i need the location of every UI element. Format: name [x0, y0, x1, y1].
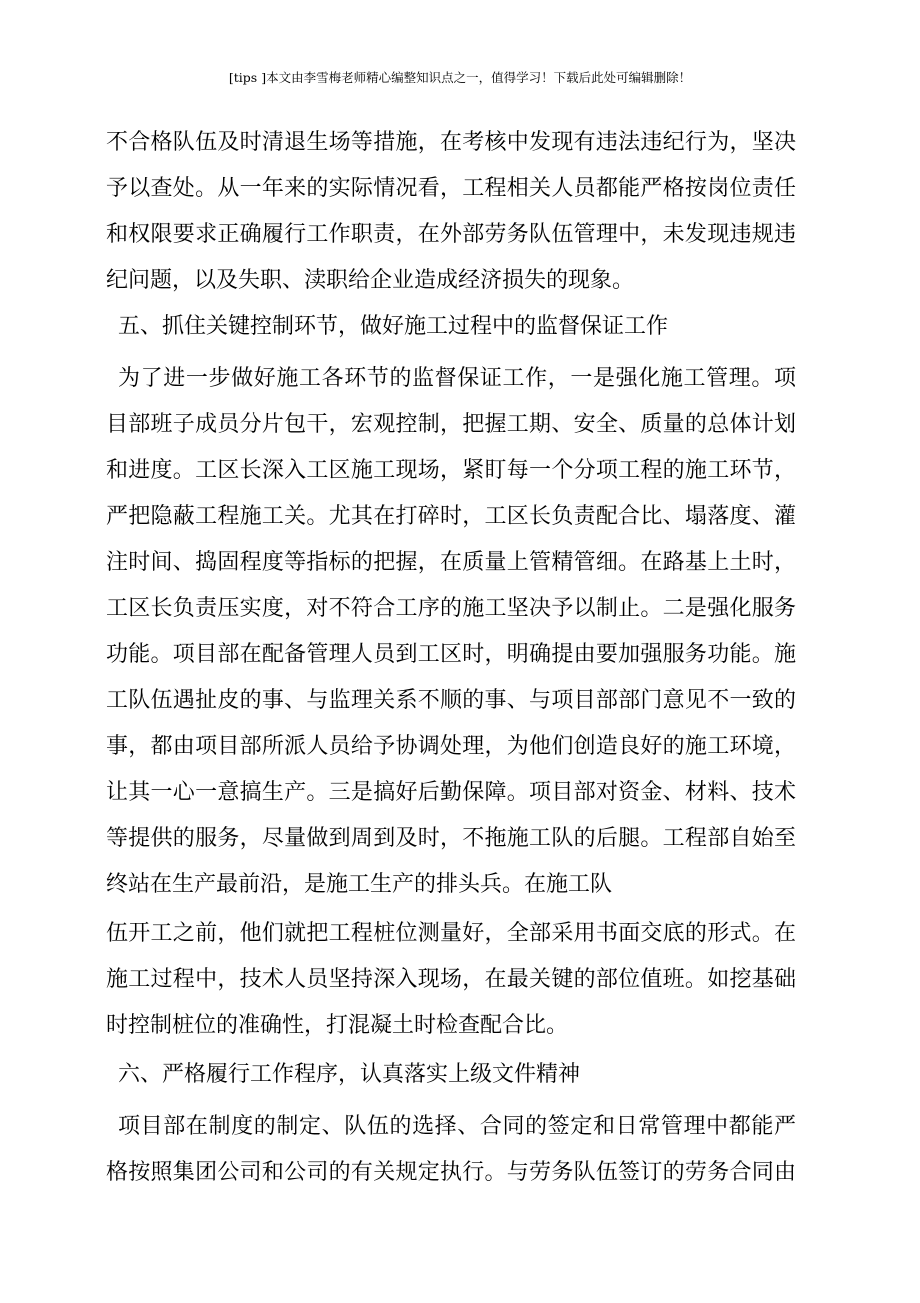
paragraph-line: 和权限要求正确履行工作职责，在外部劳务队伍管理中，未发现违规违: [106, 222, 796, 247]
paragraph-line: 为了进一步做好施工各环节的监督保证工作，一是强化施工管理。项: [118, 366, 796, 391]
paragraph-line: 让其一心一意搞生产。三是搞好后勤保障。项目部对资金、材料、技术: [106, 780, 796, 805]
paragraph-line: 终站在生产最前沿，是施工生产的排头兵。在施工队: [106, 872, 613, 897]
paragraph-line: 事，都由项目部所派人员给予协调处理，为他们创造良好的施工环境，: [106, 734, 796, 759]
paragraph-line: 项目部在制度的制定、队伍的选择、合同的签定和日常管理中都能严: [118, 1114, 796, 1139]
paragraph-line: 伍开工之前，他们就把工程桩位测量好，全部采用书面交底的形式。在: [106, 921, 796, 946]
paragraph-line: 工区长负责压实度，对不符合工序的施工坚决予以制止。二是强化服务: [106, 596, 796, 621]
paragraph-line: 严把隐蔽工程施工关。尤其在打碎时，工区长负责配合比、塌落度、灌: [106, 504, 796, 529]
paragraph-line: 施工过程中，技术人员坚持深入现场，在最关键的部位值班。如挖基础: [106, 967, 796, 992]
header-tip: [tips ]本文由李雪梅老师精心编整知识点之一，值得学习！下载后此处可编辑删除！: [228, 70, 692, 85]
paragraph-line: 和进度。工区长深入工区施工现场，紧盯每一个分项工程的施工环节，: [106, 458, 796, 483]
paragraph-line: 功能。项目部在配备管理人员到工区时，明确提由要加强服务功能。施: [106, 642, 796, 667]
paragraph-line: 予以查处。从一年来的实际情况看，工程相关人员都能严格按岗位责任: [106, 176, 796, 201]
paragraph-line: 不合格队伍及时清退生场等措施，在考核中发现有违法违纪行为，坚决: [106, 130, 796, 155]
paragraph-line: 等提供的服务，尽量做到周到及时，不拖施工队的后腿。工程部自始至: [106, 826, 796, 851]
paragraph-line: 纪问题，以及失职、渎职给企业造成经济损失的现象。: [106, 268, 635, 293]
paragraph-line: 格按照集团公司和公司的有关规定执行。与劳务队伍签订的劳务合同由: [106, 1160, 796, 1185]
section-heading: 六、严格履行工作程序，认真落实上级文件精神: [118, 1062, 581, 1087]
paragraph-line: 注时间、捣固程度等指标的把握，在质量上管精管细。在路基上土时，: [106, 550, 796, 575]
section-heading: 五、抓住关键控制环节，做好施工过程中的监督保证工作: [118, 314, 669, 339]
paragraph-line: 工队伍遇扯皮的事、与监理关系不顺的事、与项目部部门意见不一致的: [106, 688, 796, 713]
paragraph-line: 时控制桩位的准确性，打混凝土时检查配合比。: [106, 1013, 569, 1038]
paragraph-line: 目部班子成员分片包干，宏观控制，把握工期、安全、质量的总体计划: [106, 412, 796, 437]
